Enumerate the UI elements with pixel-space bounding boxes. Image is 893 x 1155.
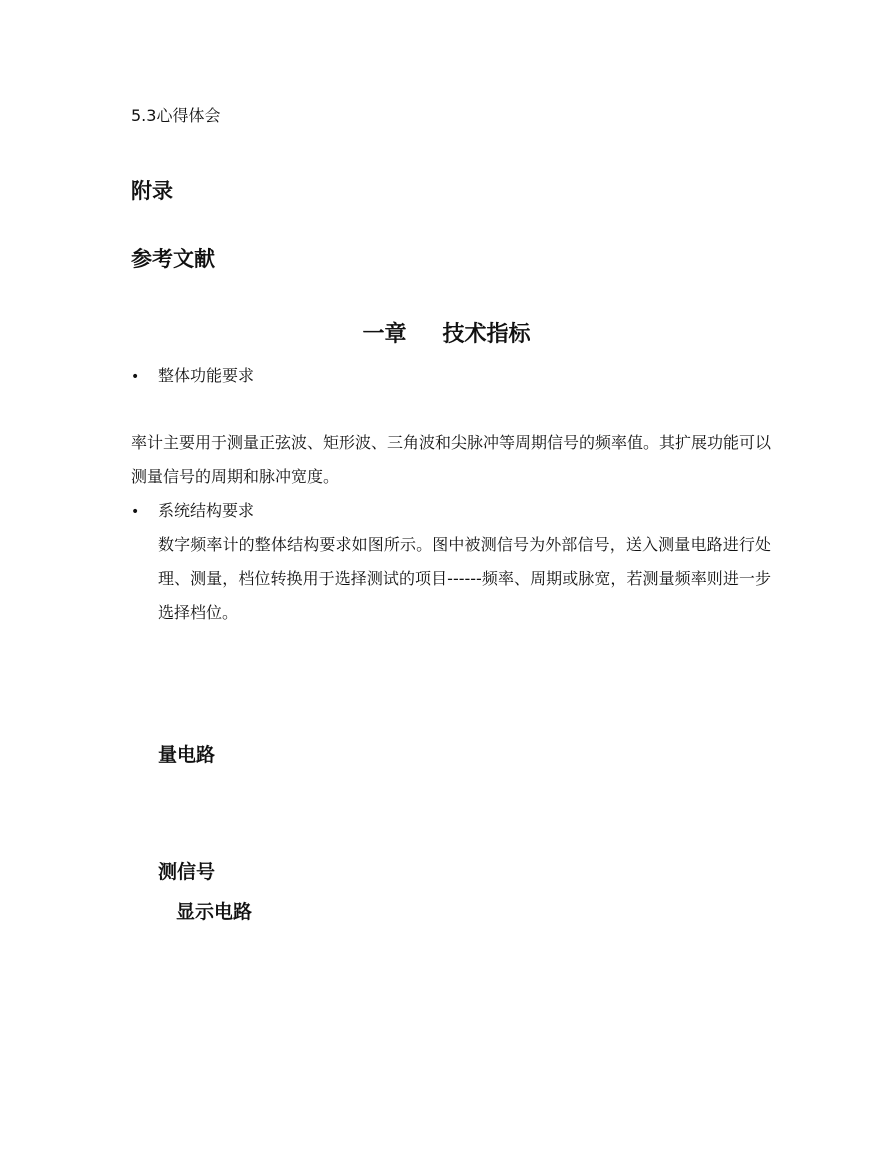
toc-appendix-heading: 附录	[131, 179, 173, 203]
bullet-icon: •	[131, 504, 140, 520]
section-system-structure-heading	[131, 499, 254, 524]
diagram-label-measure-circuit: 量电路	[158, 744, 216, 766]
section-overall-function-heading	[131, 364, 254, 389]
diagram-label-signal: 测信号	[158, 861, 216, 883]
section-heading-text: 系统结构要求	[158, 501, 255, 520]
toc-references-heading: 参考文献	[131, 247, 215, 271]
chapter-heading	[0, 320, 893, 350]
chapter-title: 技术指标	[442, 322, 531, 347]
chapter-number: 一章	[362, 322, 407, 347]
section-heading-text: 整体功能要求	[158, 366, 255, 385]
system-structure-paragraph: 数字频率计的整体结构要求如图所示。图中被测信号为外部信号，送入测量电路进行处理、测量，档位转换用于选择测试的项目------频率、周期或脉宽，若测量频率则进一步选择档位。	[158, 535, 771, 622]
toc-section-5-3: 5.3心得体会	[131, 106, 221, 125]
bullet-icon: •	[131, 369, 140, 385]
diagram-label-display-circuit: 显示电路	[176, 901, 253, 923]
overall-function-paragraph: 率计主要用于测量正弦波、矩形波、三角波和尖脉冲等周期信号的频率值。其扩展功能可以测量信号的周期和脉冲宽度。	[131, 433, 772, 486]
